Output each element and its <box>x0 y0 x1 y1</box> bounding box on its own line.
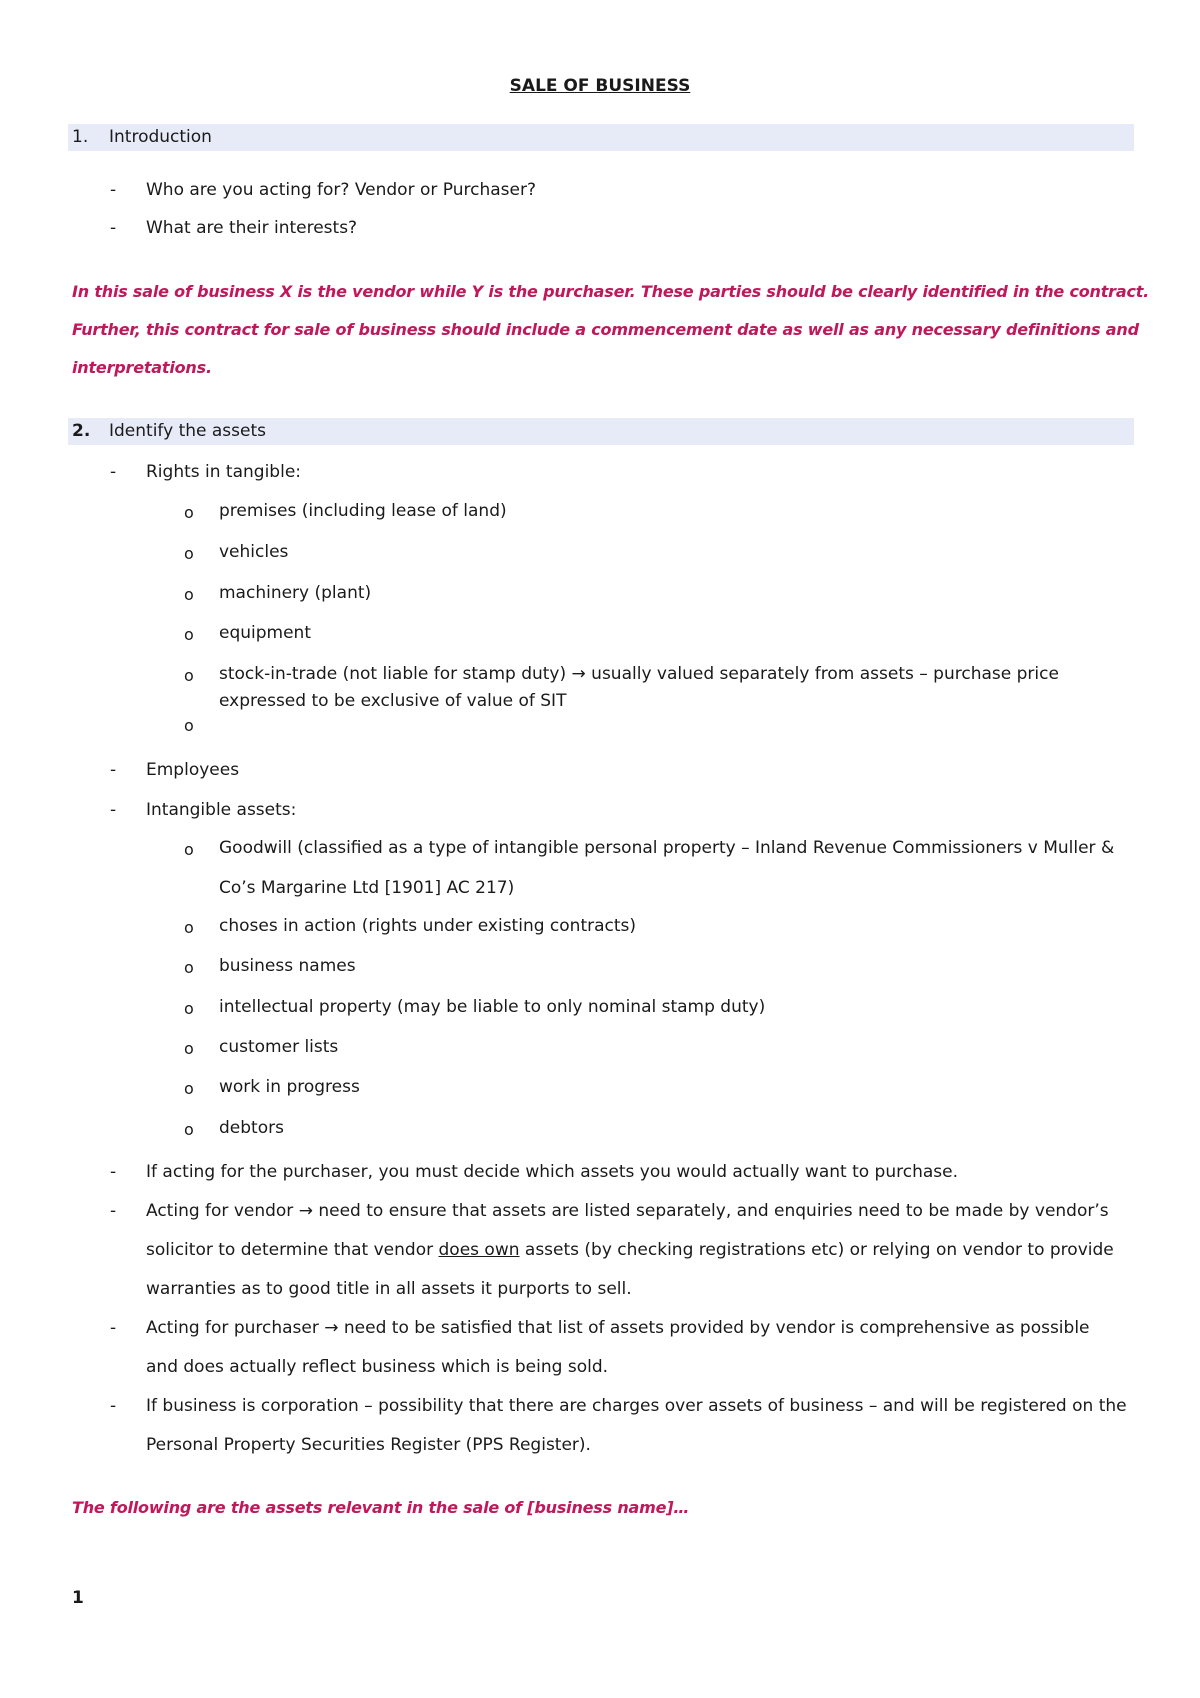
circle-bullet: o <box>184 999 194 1018</box>
document-title: SALE OF BUSINESS <box>509 76 691 96</box>
dash-bullet: - <box>110 1318 117 1338</box>
list-item: If business is corporation – possibility that there are charges over assets of business – and will be registered on the <box>146 1396 1127 1416</box>
text-run: solicitor to determine that vendor <box>146 1240 439 1260</box>
section-title: Introduction <box>109 127 212 147</box>
sub-item: work in progress <box>219 1077 360 1097</box>
dash-bullet: - <box>110 218 117 238</box>
underlined-text: does own <box>438 1240 520 1260</box>
dash-bullet: - <box>110 1162 117 1182</box>
sub-item: premises (including lease of land) <box>219 501 507 521</box>
note-line: Further, this contract for sale of business should include a commencement date as well as any necessary definitions and <box>72 320 1139 339</box>
dash-bullet: - <box>110 1396 117 1416</box>
circle-bullet: o <box>184 716 194 735</box>
list-item-tangible: Rights in tangible: <box>146 462 302 482</box>
sub-item: customer lists <box>219 1037 339 1057</box>
sub-item-continued: Co’s Margarine Ltd [1901] AC 217) <box>219 878 515 898</box>
sub-item: choses in action (rights under existing contracts) <box>219 916 637 936</box>
list-item: What are their interests? <box>146 218 358 238</box>
list-item: If acting for the purchaser, you must decide which assets you would actually want to purchase. <box>146 1162 958 1182</box>
dash-bullet: - <box>110 462 117 482</box>
closing-note: The following are the assets relevant in the sale of [business name]… <box>72 1498 690 1517</box>
note-line: interpretations. <box>72 358 212 377</box>
list-item-intangible: Intangible assets: <box>146 800 297 820</box>
circle-bullet: o <box>184 585 194 604</box>
text-run: assets (by checking registrations etc) or relying on vendor to provide <box>519 1240 1114 1260</box>
circle-bullet: o <box>184 918 194 937</box>
section-title: Identify the assets <box>109 421 266 441</box>
sub-item: machinery (plant) <box>219 583 372 603</box>
dash-bullet: - <box>110 1201 117 1221</box>
section-2-heading <box>68 418 1134 445</box>
list-item: Who are you acting for? Vendor or Purchaser? <box>146 180 536 200</box>
list-item-continued: Personal Property Securities Register (PPS Register). <box>146 1435 591 1455</box>
dash-bullet: - <box>110 180 117 200</box>
section-number: 1. <box>72 127 89 147</box>
circle-bullet: o <box>184 840 194 859</box>
list-item-continued: and does actually reflect business which is being sold. <box>146 1357 609 1377</box>
dash-bullet: - <box>110 800 117 820</box>
sub-item: stock-in-trade (not liable for stamp duty) → usually valued separately from assets – purchase price <box>219 664 1059 684</box>
section-1-heading <box>68 124 1134 151</box>
sub-item: equipment <box>219 623 311 643</box>
sub-item: intellectual property (may be liable to only nominal stamp duty) <box>219 997 766 1017</box>
dash-bullet: - <box>110 760 117 780</box>
circle-bullet: o <box>184 666 194 685</box>
circle-bullet: o <box>184 544 194 563</box>
sub-item: debtors <box>219 1118 284 1138</box>
circle-bullet: o <box>184 1120 194 1139</box>
page-number: 1 <box>72 1588 84 1608</box>
note-line: In this sale of business X is the vendor while Y is the purchaser. These parties should be clearly identified in the contract. <box>72 282 1150 301</box>
list-item: Acting for vendor → need to ensure that assets are listed separately, and enquiries need to be made by vendor’s <box>146 1201 1109 1221</box>
circle-bullet: o <box>184 958 194 977</box>
list-item-continued: warranties as to good title in all assets it purports to sell. <box>146 1279 632 1299</box>
circle-bullet: o <box>184 625 194 644</box>
circle-bullet: o <box>184 1039 194 1058</box>
circle-bullet: o <box>184 1079 194 1098</box>
sub-item: vehicles <box>219 542 289 562</box>
list-item: Acting for purchaser → need to be satisfied that list of assets provided by vendor is comprehensive as possible <box>146 1318 1090 1338</box>
circle-bullet: o <box>184 503 194 522</box>
sub-item: business names <box>219 956 356 976</box>
section-number: 2. <box>72 421 91 441</box>
list-item-employees: Employees <box>146 760 240 780</box>
list-item-continued <box>146 1239 1114 1261</box>
sub-item: Goodwill (classified as a type of intangible personal property – Inland Revenue Commissioners v Muller & <box>219 838 1115 858</box>
sub-item-continued: expressed to be exclusive of value of SIT <box>219 691 567 711</box>
